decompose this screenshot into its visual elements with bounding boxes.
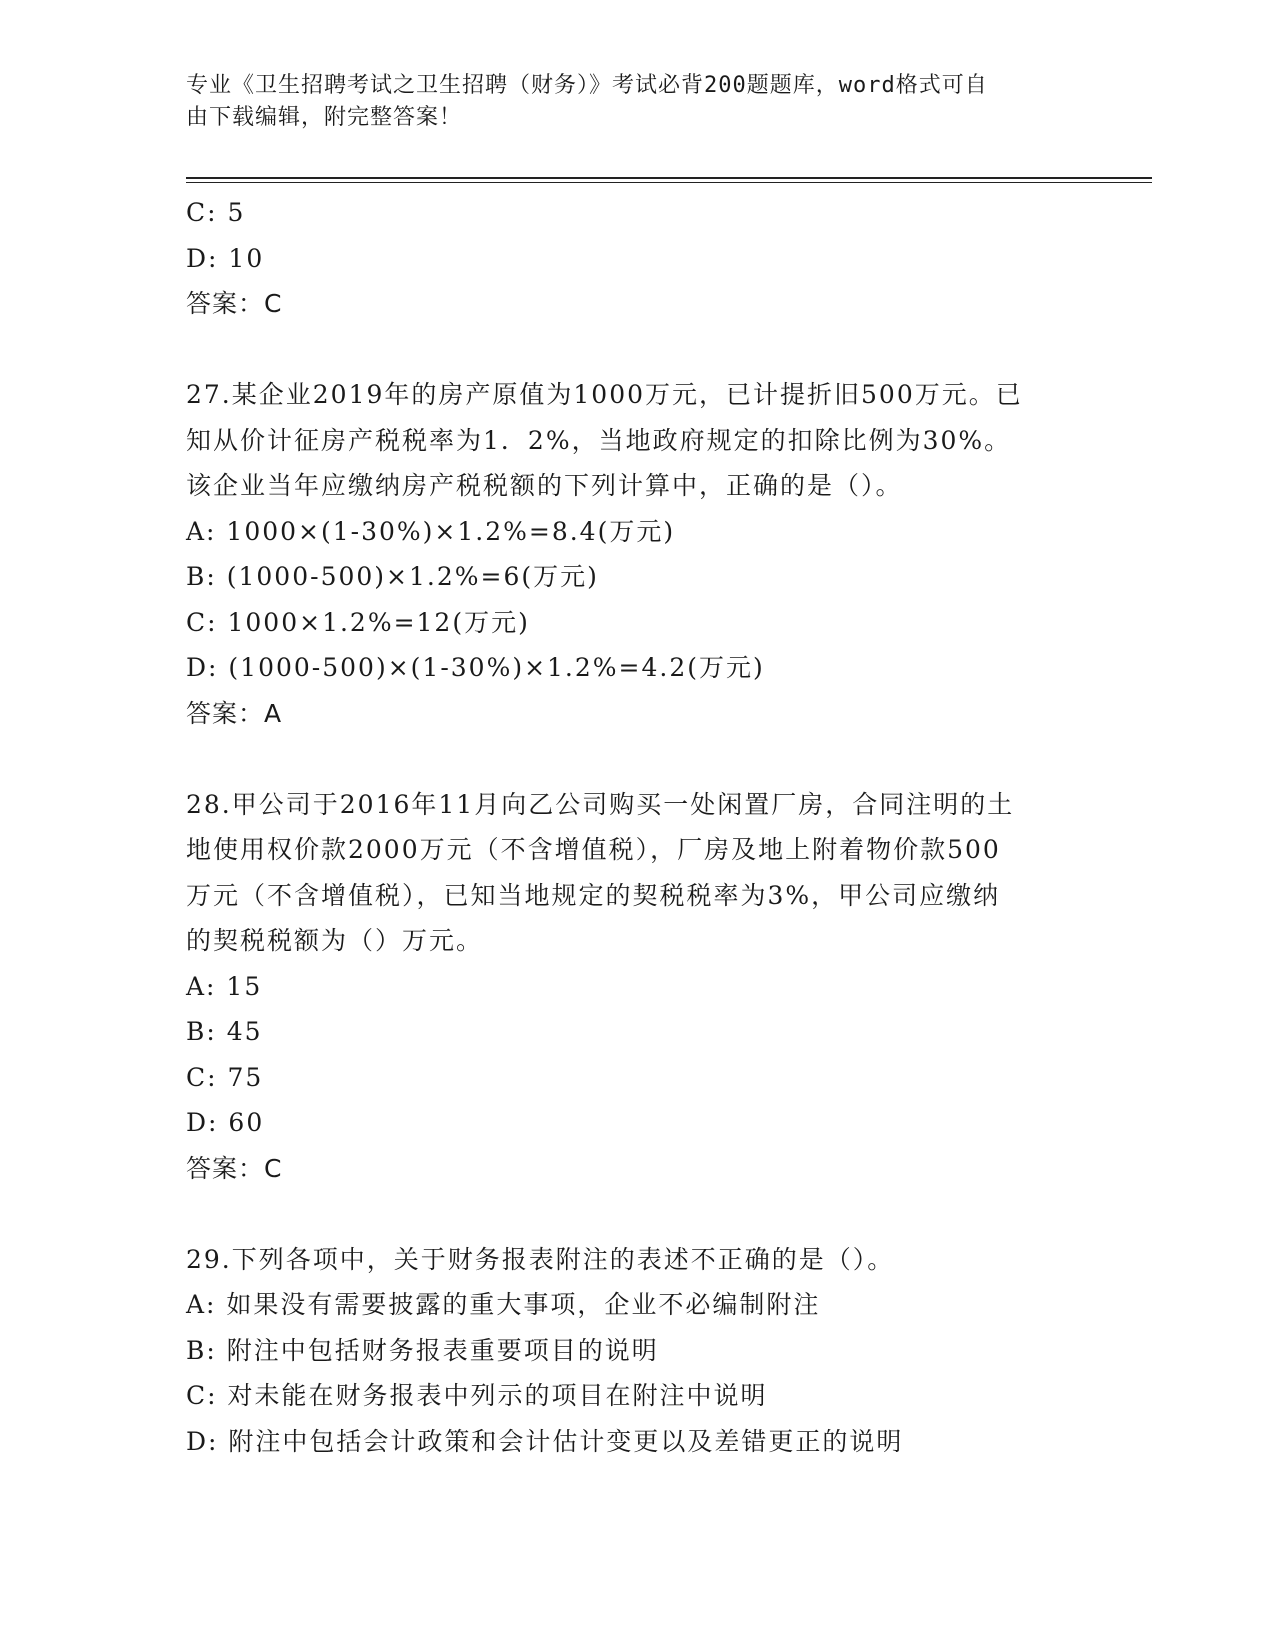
question-28-option-c: C: 75 <box>186 1062 264 1092</box>
question-29-line-1: 29.下列各项中，关于财务报表附注的表述不正确的是（）。 <box>186 1244 895 1274</box>
question-29-option-d: D: 附注中包括会计政策和会计估计变更以及差错更正的说明 <box>186 1426 904 1456</box>
question-27-option-b: B: (1000-500)×1.2%=6(万元) <box>186 562 599 591</box>
question-28-line-1: 28.甲公司于2016年11月向乙公司购买一处闲置厂房，合同注明的土 <box>186 789 1015 819</box>
header-line-2: 由下载编辑，附完整答案！ <box>186 105 463 130</box>
option-d: D: 10 <box>186 243 265 273</box>
spacer <box>186 1191 1086 1237</box>
answer-line: 答案：C <box>186 289 283 318</box>
question-29-option-a: A: 如果没有需要披露的重大事项，企业不必编制附注 <box>186 1290 821 1319</box>
question-27-line-2: 知从价计征房产税税率为1．2%，当地政府规定的扣除比例为30%。 <box>186 425 1012 455</box>
spacer <box>186 736 1086 782</box>
question-27-line-3: 该企业当年应缴纳房产税税额的下列计算中，正确的是（）。 <box>186 471 903 500</box>
question-29-option-c: C: 对未能在财务报表中列示的项目在附注中说明 <box>186 1381 768 1410</box>
question-27-line-1: 27.某企业2019年的房产原值为1000万元，已计提折旧500万元。已 <box>186 380 1023 409</box>
option-c: C: 5 <box>186 198 246 227</box>
question-27-answer: 答案：A <box>186 698 283 728</box>
header-rule-thick <box>186 177 1152 179</box>
question-29-option-b: B: 附注中包括财务报表重要项目的说明 <box>186 1335 659 1365</box>
question-28-line-3: 万元（不含增值税），已知当地规定的契税税率为3%，甲公司应缴纳 <box>186 880 1001 910</box>
question-27-option-c: C: 1000×1.2%=12(万元) <box>186 607 530 637</box>
question-28-line-4: 的契税税额为（）万元。 <box>186 926 484 955</box>
question-content <box>186 190 1086 1464</box>
header-rule-thin <box>186 182 1152 183</box>
question-28-answer: 答案：C <box>186 1153 283 1183</box>
question-28-option-b: B: 45 <box>186 1017 263 1046</box>
question-27-option-a: A: 1000×(1-30%)×1.2%=8.4(万元) <box>186 516 676 546</box>
question-28-option-d: D: 60 <box>186 1108 265 1137</box>
question-28-option-a: A: 15 <box>186 971 263 1001</box>
spacer <box>186 327 1086 373</box>
question-28-line-2: 地使用权价款2000万元（不含增值税），厂房及地上附着物价款500 <box>186 835 1001 864</box>
header-line-1: 专业《卫生招聘考试之卫生招聘（财务）》考试必背200题题库，word格式可自 <box>186 73 988 98</box>
question-27-option-d: D: (1000-500)×(1-30%)×1.2%=4.2(万元) <box>186 653 765 682</box>
page-header <box>186 70 1066 134</box>
